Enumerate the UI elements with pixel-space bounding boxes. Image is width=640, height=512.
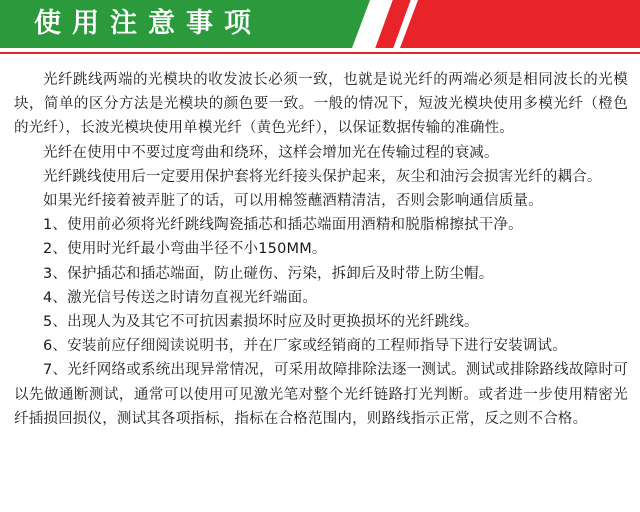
- paragraph-bending: 光纤在使用中不要过度弯曲和绕环，这样会增加光在传输过程的衰减。: [43, 144, 499, 161]
- paragraph-protection: 光纤跳线使用后一定要用保护套将光纤接头保护起来，灰尘和油污会损害光纤的耦合。: [43, 168, 602, 185]
- paragraph-wavelength: 光纤跳线两端的光模块的收发波长必须一致，也就是说光纤的两端必须是相同波长的光模块，简单的区分方法是光模块的颜色要一致。一般的情况下，短波光模块使用多模光纤（橙色的光纤），长波光模块使用单模光纤（黄色光纤），以保证数据传输的准确性。: [14, 72, 628, 137]
- decorative-red-banner: [376, 0, 640, 48]
- instructions-body: [14, 68, 628, 431]
- header-divider: [0, 52, 640, 54]
- red-block-decoration: [400, 0, 640, 48]
- page-title: 使用注意事项: [34, 8, 262, 39]
- list-item: 1、使用前必须将光纤跳线陶瓷插芯和插芯端面用酒精和脱脂棉擦拭干净。: [43, 217, 523, 234]
- paragraph-cleaning: 如果光纤接着被弄脏了的话，可以用棉签蘸酒精清洁，否则会影响通信质量。: [43, 193, 543, 210]
- list-item: 3、保护插芯和插芯端面，防止碰伤、污染，拆卸后及时带上防尘帽。: [43, 265, 494, 282]
- title-banner: [0, 0, 352, 48]
- list-item: 2、使用时光纤最小弯曲半径不小150MM。: [43, 241, 327, 258]
- list-item: 4、激光信号传送之时请勿直视光纤端面。: [43, 289, 318, 306]
- list-item: 6、安装前应仔细阅读说明书，并在厂家或经销商的工程师指导下进行安装调试。: [43, 338, 567, 355]
- list-item: 5、出现人为及其它不可抗因素损坏时应及时更换损坏的光纤跳线。: [43, 314, 479, 331]
- header-banner: [0, 0, 640, 56]
- list-item: 7、光纤网络或系统出现异常情况，可采用故障排除法逐一测试。测试或排除路线故障时可以先做通断测试，通常可以使用可见激光笔对整个光纤链路打光判断。或者进一步使用精密光纤插损回损仪，测试其各项指标，指标在合格范围内，则路线指示正常，反之则不合格。: [14, 362, 628, 427]
